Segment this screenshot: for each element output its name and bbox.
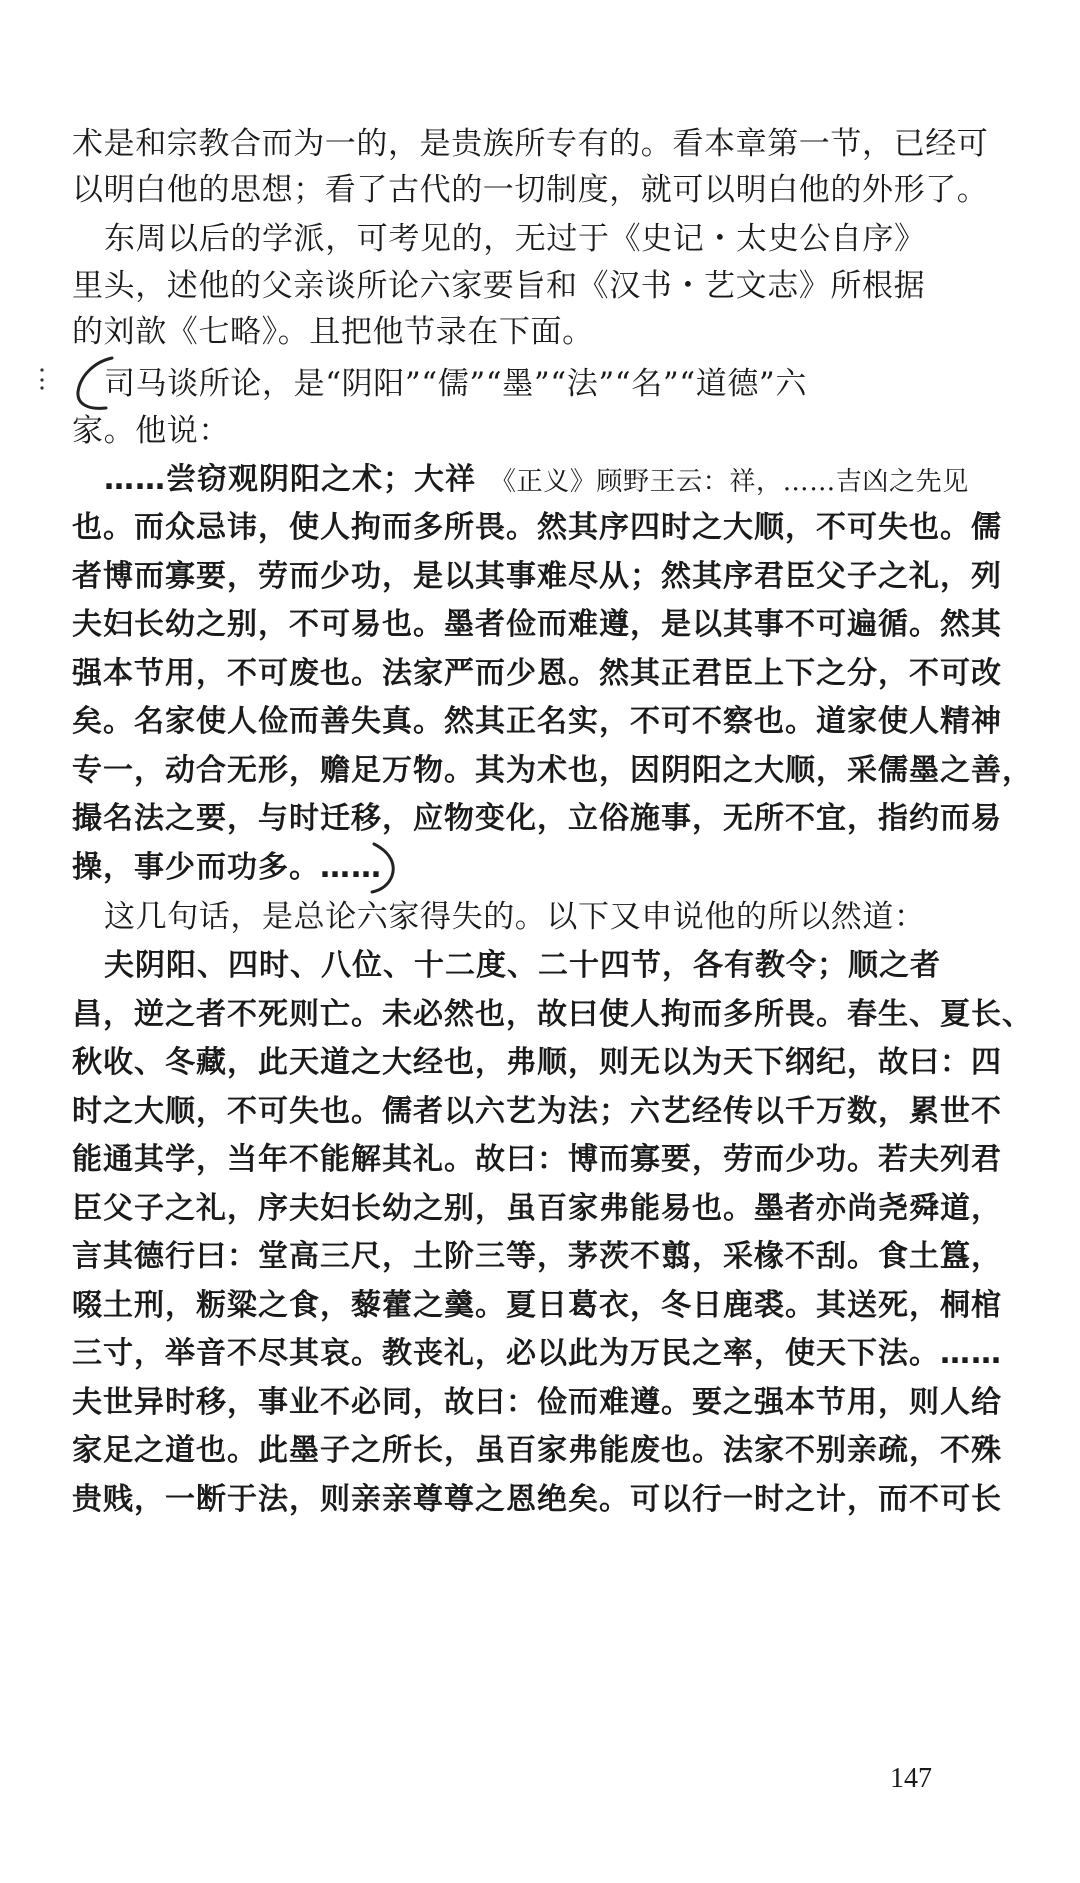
text-line: 里头，述他的父亲谈所论六家要旨和《汉书・艺文志》所根据 (72, 268, 926, 304)
text-line: 东周以后的学派，可考见的，无过于《史记・太史公自序》 (104, 221, 926, 257)
text-line: 三寸，举音不尽其哀。教丧礼，必以此为万民之率，使天下法。…… (72, 1336, 1002, 1371)
text-line: 秋收、冬藏，此天道之大经也，弗顺，则无以为天下纲纪，故曰：四 (72, 1045, 1002, 1080)
text-line: 夫妇长幼之别，不可易也。墨者俭而难遵，是以其事不可遍循。然其 (72, 607, 1002, 642)
text-line: 的刘歆《七略》。且把他节录在下面。 (72, 314, 594, 350)
text-line: 专一，动合无形，赡足万物。其为术也，因阴阳之大顺，采儒墨之善， (72, 753, 1033, 788)
text-line: 家足之道也。此墨子之所长，虽百家弗能废也。法家不别亲疏，不殊 (72, 1433, 1002, 1468)
text-line: 司马谈所论，是“阴阳”“儒”“墨”“法”“名”“道德”六 (104, 366, 807, 402)
text-line: 夫世异时移，事业不必同，故曰：俭而难遵。要之强本节用，则人给 (72, 1385, 1002, 1420)
text-line: 矣。名家使人俭而善失真。然其正名实，不可不察也。道家使人精神 (72, 704, 1002, 739)
text-line: 家。他说： (72, 413, 230, 449)
text-line: 啜土刑，粝粱之食，藜藿之羹。夏日葛衣，冬日鹿裘。其送死，桐棺 (72, 1288, 1002, 1323)
text-line: 者博而寡要，劳而少功，是以其事难尽从；然其序君臣父子之礼，列 (72, 559, 1002, 594)
text-line: 臣父子之礼，序夫妇长幼之别，虽百家弗能易也。墨者亦尚尧舜道， (72, 1191, 1002, 1226)
handwritten-close-bracket-mark (360, 838, 410, 898)
text-line: 能通其学，当年不能解其礼。故曰：博而寡要，劳而少功。若夫列君 (72, 1142, 1002, 1177)
text-line: 这几句话，是总论六家得失的。以下又申说他的所以然道： (104, 899, 926, 935)
text-line: ……尝窃观阴阳之术；大祥 (104, 462, 476, 497)
text-line: 强本节用，不可废也。法家严而少恩。然其正君臣上下之分，不可改 (72, 656, 1002, 691)
text-line: 撮名法之要，与时迁移，应物变化，立俗施事，无所不宜，指约而易 (72, 801, 1002, 836)
text-line: 时之大顺，不可失也。儒者以六艺为法；六艺经传以千万数，累世不 (72, 1094, 1002, 1129)
text-line: 言其德行曰：堂高三尺，土阶三等，茅茨不翦，采椽不刮。食土簋， (72, 1239, 1002, 1274)
text-line: 以明白他的思想；看了古代的一切制度，就可以明白他的外形了。 (72, 172, 989, 208)
text-line: 昌，逆之者不死则亡。未必然也，故曰使人拘而多所畏。春生、夏长、 (72, 997, 1033, 1032)
text-line: 贵贱，一断于法，则亲亲尊尊之恩绝矣。可以行一时之计，而不可长 (72, 1482, 1002, 1517)
text-line: 操，事少而功多。…… (72, 850, 382, 885)
annotation-note: 《正义》顾野王云：祥，……吉凶之先见 (490, 467, 969, 497)
text-line: 也。而众忌讳，使人拘而多所畏。然其序四时之大顺，不可失也。儒 (72, 510, 1002, 545)
text-line: 术是和宗教合而为一的，是贵族所专有的。看本章第一节，已经可 (72, 126, 989, 162)
text-line: 夫阴阳、四时、八位、十二度、二十四节，各有教令；顺之者 (104, 948, 941, 983)
page-number: 147 (890, 1763, 932, 1794)
